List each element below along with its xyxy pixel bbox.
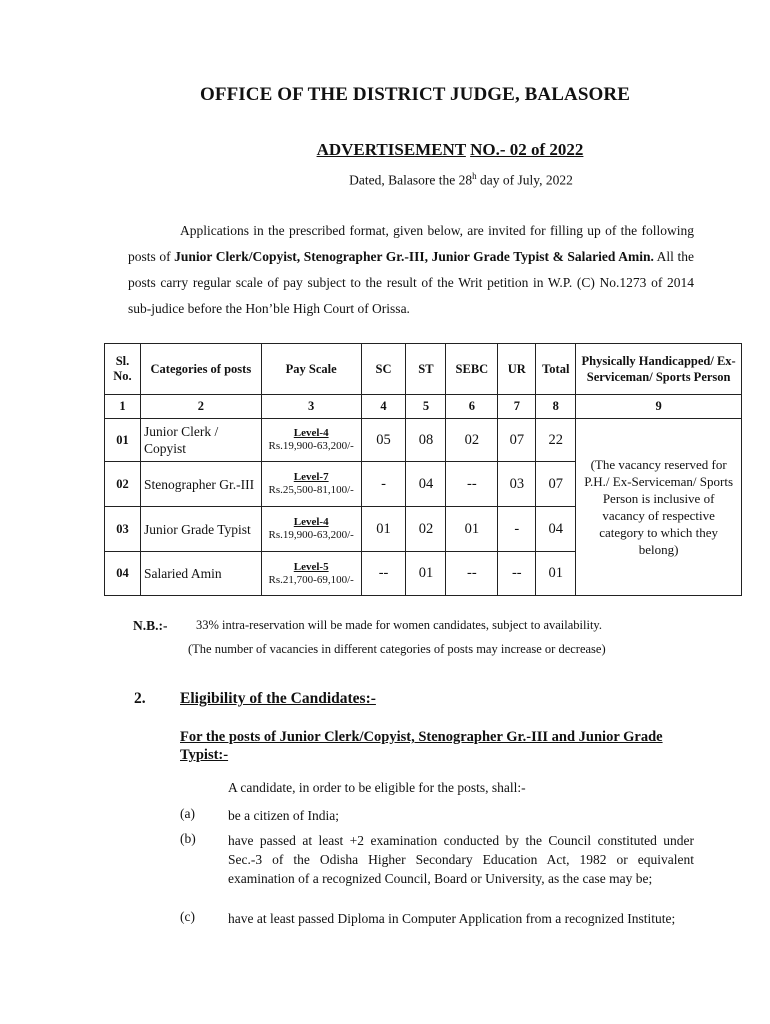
item-text-b: have passed at least +2 examination conducted by the Council constituted under Sec.-3 of the Odisha Higher Secondary Education Act, 1982 or equivalent examination of a recognized Council, Board or University, as the case may be;	[228, 833, 694, 886]
ph-reservation-note: (The vacancy reserved for P.H./ Ex-Serviceman/ Sports Person is inclusive of vacancy of respective category to which they belong)	[576, 419, 742, 596]
intro-paragraph	[128, 218, 694, 322]
section-title: Eligibility of the Candidates:-	[180, 690, 376, 707]
advertisement-no: NO.- 02 of 2022	[470, 140, 584, 159]
row-sebc: --	[446, 552, 498, 596]
dated-suffix: day of July, 2022	[476, 172, 573, 188]
col-num: 8	[536, 395, 576, 419]
row-pay-scale	[261, 552, 361, 596]
advertisement-label: ADVERTISEMENT	[316, 140, 466, 159]
col-num: 1	[105, 395, 141, 419]
nb-note: (The number of vacancies in different categories of posts may increase or decrease)	[188, 642, 606, 656]
header-sl: Sl. No.	[105, 344, 141, 395]
pay-level: Level-7	[293, 471, 329, 483]
row-total: 01	[536, 552, 576, 596]
row-sc: --	[361, 552, 406, 596]
row-sebc: --	[446, 462, 498, 507]
row-pay-scale	[261, 419, 361, 462]
row-st: 01	[406, 552, 446, 596]
header-ph: Physically Handicapped/ Ex-Serviceman/ Sports Person	[576, 344, 742, 395]
header-sebc: SEBC	[446, 344, 498, 395]
row-st: 04	[406, 462, 446, 507]
table-row	[105, 419, 742, 462]
row-ur: 07	[498, 419, 536, 462]
item-label-b: (b)	[180, 831, 196, 846]
header-sc: SC	[361, 344, 406, 395]
row-category: Junior Grade Typist	[140, 507, 261, 552]
col-num: 9	[576, 395, 742, 419]
row-total: 07	[536, 462, 576, 507]
row-sl: 02	[105, 462, 141, 507]
col-num: 2	[140, 395, 261, 419]
header-pay-scale: Pay Scale	[261, 344, 361, 395]
pay-range: Rs.25,500-81,100/-	[268, 484, 354, 496]
pay-level: Level-4	[293, 427, 329, 439]
vacancy-table	[104, 343, 742, 596]
row-sebc: 01	[446, 507, 498, 552]
row-sebc: 02	[446, 419, 498, 462]
row-sl: 03	[105, 507, 141, 552]
nb-text: 33% intra-reservation will be made for women candidates, subject to availability.	[196, 618, 602, 632]
row-total: 04	[536, 507, 576, 552]
row-sl: 04	[105, 552, 141, 596]
col-num: 7	[498, 395, 536, 419]
col-num: 5	[406, 395, 446, 419]
pay-level: Level-4	[293, 516, 329, 528]
row-pay-scale	[261, 462, 361, 507]
row-pay-scale	[261, 507, 361, 552]
pay-range: Rs.19,900-63,200/-	[268, 440, 354, 452]
intro-text-1: Applications in the prescribed format, given below, are invited for filling up of the following posts of	[128, 223, 694, 264]
dated-line	[0, 171, 770, 189]
nb-label: N.B.:-	[133, 618, 168, 633]
header-category: Categories of posts	[140, 344, 261, 395]
col-num: 6	[446, 395, 498, 419]
intro-text-2: All the posts carry regular scale of pay subject to the result of the Writ petition in W.P. (C) No.1273 of 2014 sub-judice before the Hon’ble High Court of Orissa.	[128, 249, 694, 316]
dated-sup: h	[472, 171, 477, 181]
row-st: 08	[406, 419, 446, 462]
table-header-row	[105, 344, 742, 395]
row-category: Stenographer Gr.-III	[140, 462, 261, 507]
row-ur: 03	[498, 462, 536, 507]
section-number: 2.	[134, 690, 146, 707]
row-sc: 05	[361, 419, 406, 462]
section-subtitle: For the posts of Junior Clerk/Copyist, Stenographer Gr.-III and Junior Grade Typist:-	[180, 729, 663, 763]
column-number-row	[105, 395, 742, 419]
dated-prefix: Dated, Balasore the 28	[349, 172, 473, 188]
header-st: ST	[406, 344, 446, 395]
intro-posts: Junior Clerk/Copyist, Stenographer Gr.-III, Junior Grade Typist & Salaried Amin.	[174, 249, 654, 264]
pay-range: Rs.21,700-69,100/-	[268, 573, 354, 586]
office-title: OFFICE OF THE DISTRICT JUDGE, BALASORE	[200, 84, 630, 105]
row-ur: -	[498, 507, 536, 552]
row-sl: 01	[105, 419, 141, 462]
item-text-a: be a citizen of India;	[228, 808, 339, 823]
row-category: Salaried Amin	[140, 552, 261, 596]
advertisement-number	[0, 140, 770, 160]
item-label-a: (a)	[180, 806, 195, 821]
col-num: 4	[361, 395, 406, 419]
row-total: 22	[536, 419, 576, 462]
row-st: 02	[406, 507, 446, 552]
header-total: Total	[536, 344, 576, 395]
row-sc: -	[361, 462, 406, 507]
eligibility-lead: A candidate, in order to be eligible for the posts, shall:-	[228, 780, 526, 795]
item-text-c: have at least passed Diploma in Computer Application from a recognized Institute;	[228, 911, 676, 926]
pay-range: Rs.19,900-63,200/-	[268, 529, 354, 541]
item-label-c: (c)	[180, 909, 195, 924]
pay-level: Level-5	[293, 560, 329, 573]
col-num: 3	[261, 395, 361, 419]
row-ur: --	[498, 552, 536, 596]
row-sc: 01	[361, 507, 406, 552]
header-ur: UR	[498, 344, 536, 395]
row-category: Junior Clerk / Copyist	[140, 419, 261, 462]
